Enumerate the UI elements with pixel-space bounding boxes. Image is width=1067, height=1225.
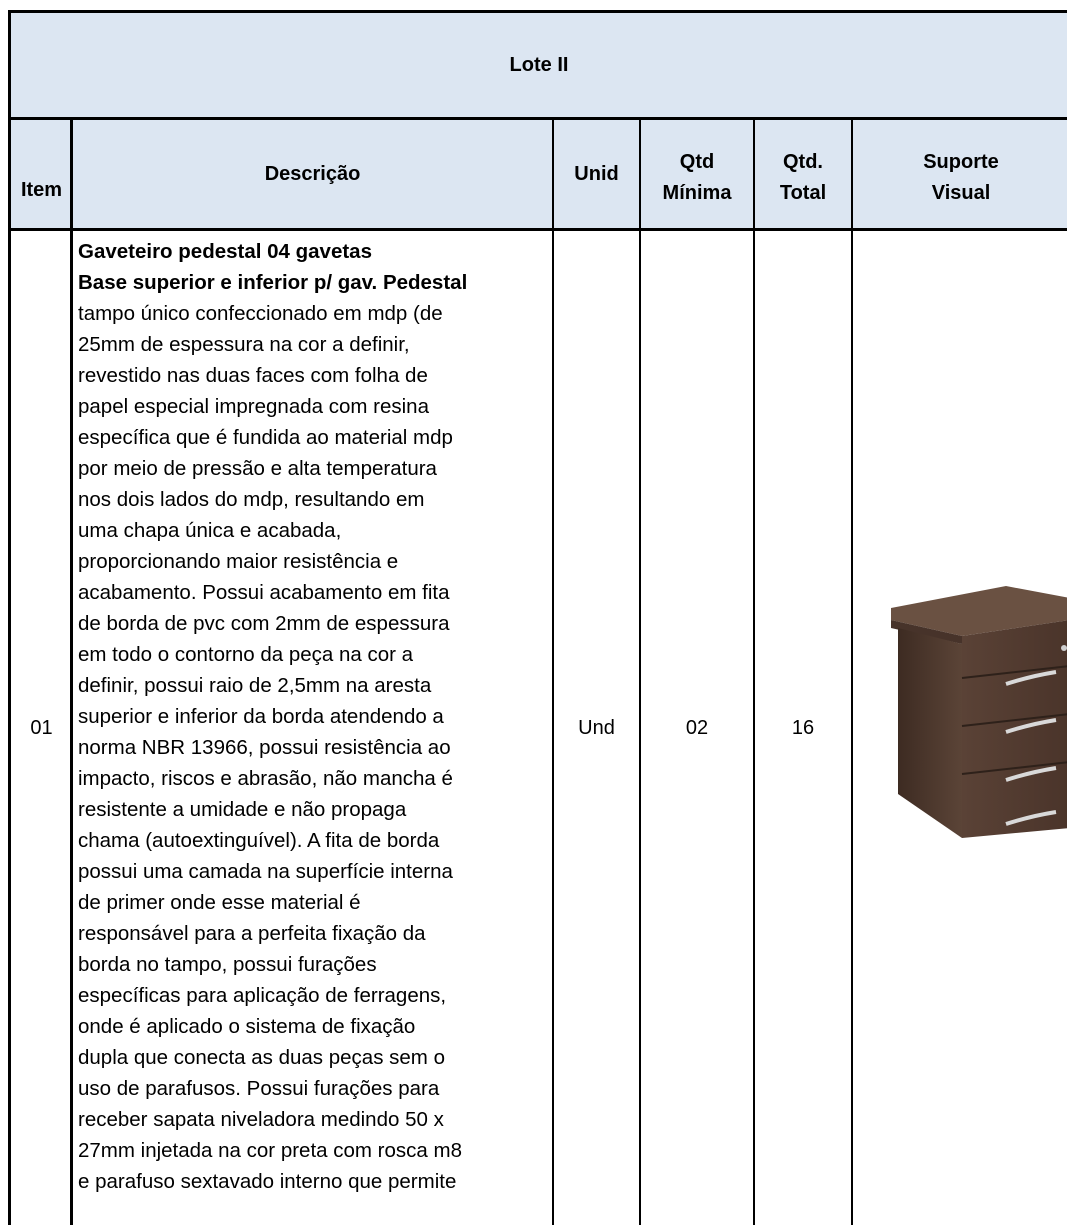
cell-item: 01 <box>30 716 53 739</box>
desc-line: dupla que conecta as duas peças sem o <box>78 1046 445 1069</box>
desc-line: específicas para aplicação de ferragens, <box>78 984 447 1007</box>
header-suporte-line1: Suporte <box>923 151 999 173</box>
cell-unid: Und <box>578 716 615 739</box>
desc-line: possui uma camada na superfície interna <box>78 860 453 883</box>
header-unid: Unid <box>574 162 619 185</box>
desc-line: de borda de pvc com 2mm de espessura <box>78 612 450 635</box>
header-descricao: Descrição <box>264 162 361 185</box>
desc-line: proporcionando maior resistência e <box>78 550 399 573</box>
desc-line: 27mm injetada na cor preta com rosca m8 <box>78 1139 462 1162</box>
desc-line: uso de parafusos. Possui furações para <box>78 1077 440 1100</box>
header-qtd-total-line2: Total <box>779 182 827 204</box>
desc-line: em todo o contorno da peça na cor a <box>78 643 414 666</box>
desc-title: Gaveteiro pedestal 04 gavetas <box>78 240 372 263</box>
desc-line: norma NBR 13966, possui resistência ao <box>78 736 451 759</box>
desc-line: papel especial impregnada com resina <box>78 395 429 418</box>
desc-subtitle: Base superior e inferior p/ gav. Pedestal <box>78 271 468 294</box>
desc-line: receber sapata niveladora medindo 50 x <box>78 1108 444 1131</box>
table-row <box>11 231 1067 1225</box>
desc-line: superior e inferior da borda atendendo a <box>78 705 444 728</box>
desc-line: 25mm de espessura na cor a definir, <box>78 333 410 356</box>
cell-qtd-total: 16 <box>791 716 815 739</box>
desc-line: nos dois lados do mdp, resultando em <box>78 488 425 511</box>
desc-line: acabamento. Possui acabamento em fita <box>78 581 450 604</box>
desc-line: chama (autoextinguível). A fita de borda <box>78 829 440 852</box>
cell-qtd-minima: 02 <box>685 716 709 739</box>
desc-body <box>78 298 553 1197</box>
desc-line: uma chapa única e acabada, <box>78 519 342 542</box>
desc-line: por meio de pressão e alta temperatura <box>78 457 437 480</box>
desc-line: onde é aplicado o sistema de fixação <box>78 1015 416 1038</box>
header-qtd-minima-line2: Mínima <box>662 182 732 204</box>
desc-line: resistente a umidade e não propaga <box>78 798 407 821</box>
spreadsheet-table <box>8 10 1067 1225</box>
desc-line: tampo único confeccionado em mdp (de <box>78 302 443 325</box>
desc-line: borda no tampo, possui furações <box>78 953 377 976</box>
desc-line: específica que é fundida ao material mdp <box>78 426 453 449</box>
pedestal-drawer-image <box>856 576 1067 856</box>
header-qtd-total <box>754 120 852 228</box>
desc-line: definir, possui raio de 2,5mm na aresta <box>78 674 432 697</box>
header-suporte-line2: Visual <box>931 182 991 204</box>
lot-title: Lote II <box>11 13 1067 120</box>
header-qtd-total-line1: Qtd. <box>783 151 823 173</box>
header-qtd-minima <box>640 120 754 228</box>
header-suporte-visual <box>852 120 1067 228</box>
cell-descricao <box>75 236 553 1197</box>
desc-line: responsável para a perfeita fixação da <box>78 922 426 945</box>
desc-line: impacto, riscos e abrasão, não mancha é <box>78 767 453 790</box>
desc-line: e parafuso sextavado interno que permite <box>78 1170 457 1193</box>
header-qtd-minima-line1: Qtd <box>679 151 715 173</box>
header-item: Item <box>20 179 63 201</box>
header-row <box>11 120 1067 231</box>
desc-line: revestido nas duas faces com folha de <box>78 364 428 387</box>
desc-line: de primer onde esse material é <box>78 891 361 914</box>
